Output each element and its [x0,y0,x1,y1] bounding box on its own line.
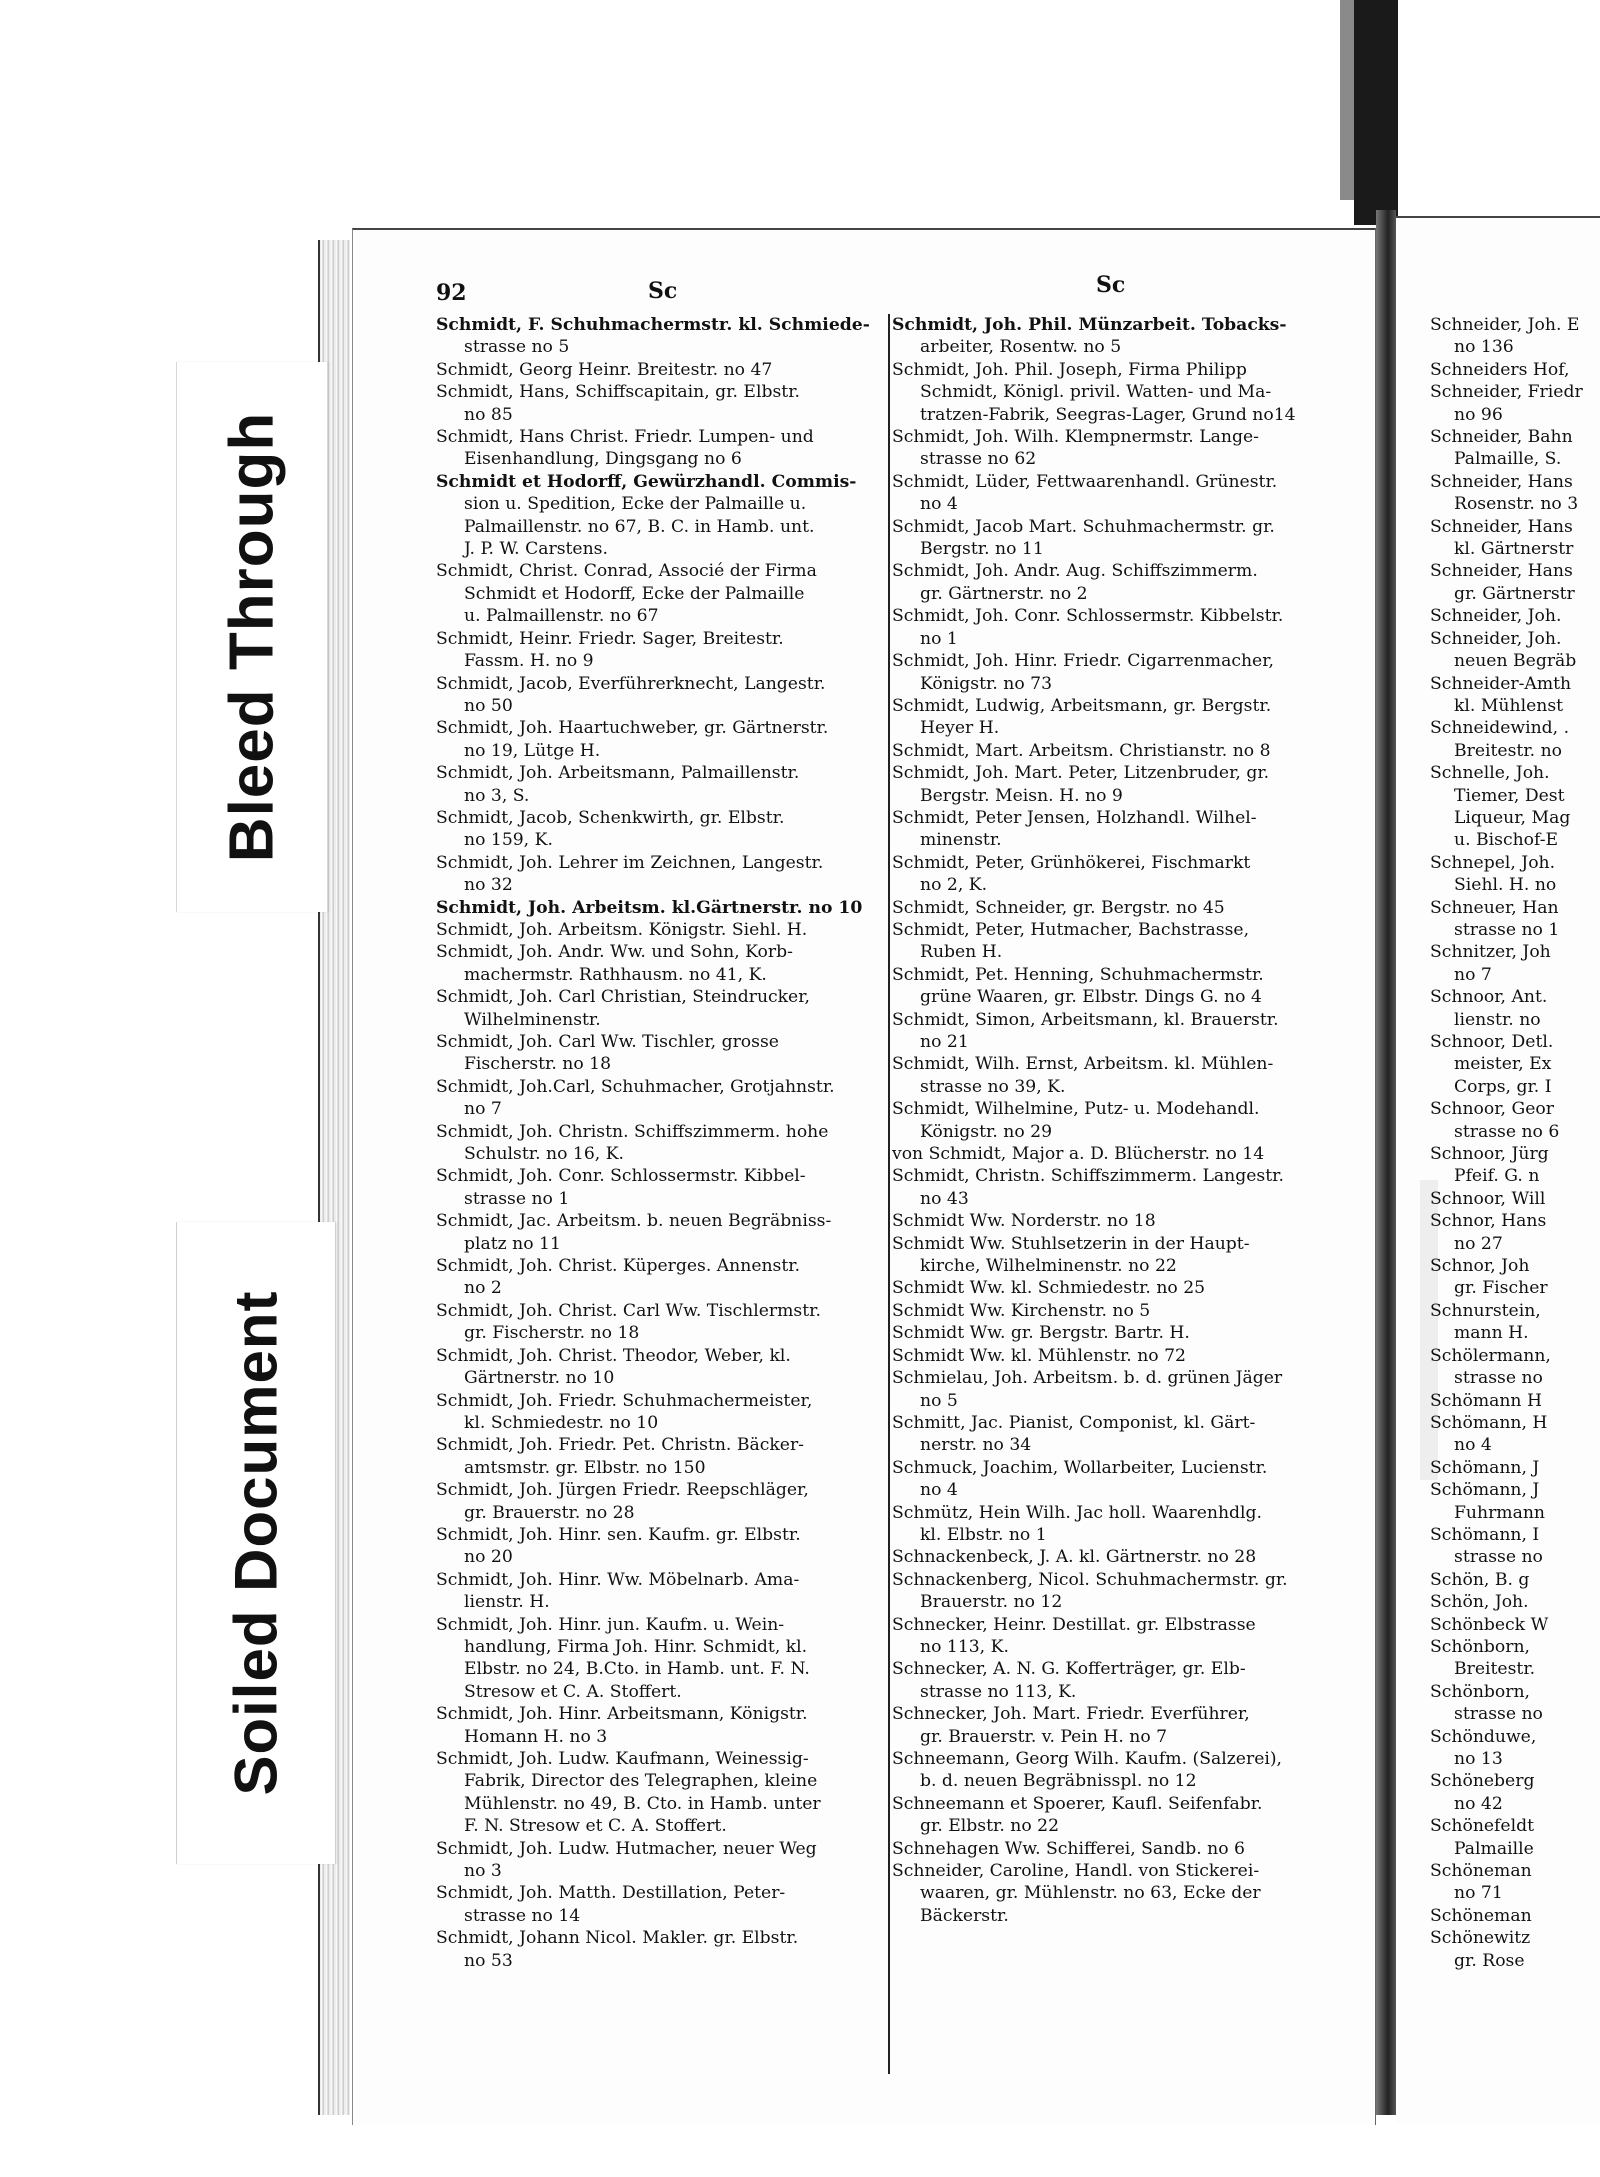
entry-continuation-line: no 136 [1454,337,1514,358]
entry-continuation-line: sion u. Spedition, Ecke der Palmaille u. [464,494,807,515]
directory-entry-line: Schömann, H [1430,1412,1548,1433]
directory-entry-line: Schmidt Ww. kl. Mühlenstr. no 72 [892,1345,1186,1366]
directory-entry-line: Schmidt, Joh. Arbeitsm. kl.Gärtnerstr. no 10 [436,897,863,918]
entry-continuation-line: Schulstr. no 16, K. [464,1144,624,1165]
entry-continuation-line: no 20 [464,1547,513,1568]
entry-continuation-line: no 32 [464,875,513,896]
directory-entry-line: Schmidt, Lüder, Fettwaarenhandl. Grünestr. [892,471,1278,492]
directory-entry-line: Schmidt, Pet. Henning, Schuhmachermstr. [892,964,1264,985]
directory-entry-line: Schönewitz [1430,1928,1531,1949]
directory-entry-line: Schmidt, Joh.Carl, Schuhmacher, Grotjahnstr. [436,1076,835,1097]
directory-entry-line: Schmidt, Joh. Hinr. Ww. Möbelnarb. Ama- [436,1569,800,1590]
directory-entry-line: Schmidt, Joh. Arbeitsmann, Palmaillenstr. [436,763,800,784]
entry-continuation-line: minenstr. [920,830,1002,851]
directory-entry-line: Schnelle, Joh. [1430,763,1550,784]
entry-continuation-line: no 21 [920,1032,969,1052]
directory-entry-line: Schmidt, Joh. Andr. Aug. Schiffszimmerm. [892,561,1258,582]
directory-entry-line: Schmidt, Joh. Phil. Joseph, Firma Philipp [892,359,1247,380]
entry-continuation-line: no 1 [920,628,958,649]
directory-entry-line: Schmidt, Joh. Carl Ww. Tischler, grosse [436,1032,779,1052]
entry-continuation-line: Königstr. no 29 [920,1121,1053,1142]
entry-continuation-line: Bäckerstr. [920,1905,1009,1926]
entry-continuation-line: b. d. neuen Begräbnisspl. no 12 [920,1771,1197,1792]
book-gutter [1376,210,1396,2115]
directory-entry-line: Schmidt, Hans, Schiffscapitain, gr. Elbstr. [436,382,800,403]
directory-entry-line: Schmidt, Wilh. Ernst, Arbeitsm. kl. Mühlen- [892,1054,1274,1075]
entry-continuation-line: Rosenstr. no 3 [1454,494,1579,515]
directory-entry-line: Schnor, Joh [1430,1256,1530,1277]
directory-entry-line: Schnepel, Joh. [1430,852,1556,873]
entry-continuation-line: no 4 [920,1480,958,1501]
entry-continuation-line: Mühlenstr. no 49, B. Cto. in Hamb. unter [464,1793,821,1814]
entry-continuation-line: no 50 [464,695,513,716]
bleed-through-tab [176,362,328,912]
entry-continuation-line: no 85 [464,404,513,425]
directory-entry-line: Schmidt, Schneider, gr. Bergstr. no 45 [892,897,1225,918]
directory-entry-line: Schnecker, Joh. Mart. Friedr. Everführer, [892,1704,1250,1725]
directory-column-facing-page [1430,314,1600,2084]
entry-continuation-line: Palmaille [1454,1838,1534,1859]
scanner-edge-shadow [1340,0,1354,200]
directory-entry-line: Schneider, Caroline, Handl. von Stickerei- [892,1861,1260,1882]
directory-entry-line: Schmidt, Joh. Ludw. Kaufmann, Weinessig- [436,1749,809,1769]
entry-continuation-line: Schmidt, Königl. privil. Watten- und Ma- [920,382,1272,403]
directory-entry-line: Schmidt, Johann Nicol. Makler. gr. Elbstr. [436,1928,799,1949]
directory-entry-line: Schnackenbeck, J. A. kl. Gärtnerstr. no 28 [892,1547,1257,1568]
entry-continuation-line: no 19, Lütge H. [464,740,601,761]
directory-entry-line: Schöneman [1430,1905,1532,1926]
entry-continuation-line: Schmidt et Hodorff, Ecke der Palmaille [464,583,805,604]
entry-continuation-line: no 159, K. [464,830,553,851]
directory-entry-line: Schönduwe, [1430,1726,1537,1747]
entry-continuation-line: strasse no 5 [464,337,570,358]
directory-column-left [436,314,890,2084]
directory-entry-line: Schmuck, Joachim, Wollarbeiter, Lucienstr. [892,1457,1268,1478]
directory-entry-line: Schneuer, Han [1430,897,1559,918]
directory-entry-line: Schnoor, Will [1430,1188,1546,1209]
entry-continuation-line: meister, Ex [1454,1054,1552,1075]
entry-continuation-line: no 3 [464,1861,502,1882]
entry-continuation-line: Pfeif. G. n [1454,1166,1540,1187]
directory-entry-line: Schön, B. g [1430,1569,1530,1590]
directory-entry-line: Schneider, Hans [1430,516,1573,537]
directory-entry-line: Schmidt, Jac. Arbeitsm. b. neuen Begräbniss- [436,1211,832,1232]
directory-entry-line: Schmidt, Joh. Hinr. Friedr. Cigarrenmacher, [892,651,1274,672]
entry-continuation-line: handlung, Firma Joh. Hinr. Schmidt, kl. [464,1636,808,1657]
directory-entry-line: Schmütz, Hein Wilh. Jac holl. Waarenhdlg. [892,1502,1262,1523]
directory-entry-line: Schmidt Ww. kl. Schmiedestr. no 25 [892,1278,1206,1299]
entry-continuation-line: strasse no 1 [1454,919,1560,940]
page-number: 92 [436,280,467,306]
directory-entry-line: Schmidt Ww. gr. Bergstr. Bartr. H. [892,1323,1190,1344]
entry-continuation-line: amtsmstr. gr. Elbstr. no 150 [464,1457,706,1478]
directory-entry-line: Schneiders Hof, [1430,359,1570,380]
directory-entry-line: Schmidt, Joh. Christ. Theodor, Weber, kl. [436,1345,791,1366]
entry-continuation-line: no 27 [1454,1233,1503,1254]
directory-entry-line: Schmidt, Joh. Hinr. jun. Kaufm. u. Wein- [436,1614,785,1635]
directory-entry-line: Schnurstein, [1430,1300,1541,1321]
entry-continuation-line: kl. Elbstr. no 1 [920,1524,1047,1545]
directory-entry-line: Schmidt, Peter Jensen, Holzhandl. Wilhel- [892,807,1257,828]
soiled-document-tab [176,1222,336,1864]
entry-continuation-line: Bergstr. Meisn. H. no 9 [920,785,1123,806]
directory-entry-line: Schnecker, A. N. G. Kofferträger, gr. Elb- [892,1659,1246,1680]
entry-continuation-line: gr. Rose [1454,1950,1525,1971]
entry-continuation-line: Wilhelminenstr. [464,1009,601,1030]
directory-entry-line: Schmidt et Hodorff, Gewürzhandl. Commis- [436,471,857,492]
directory-entry-line: Schnoor, Geor [1430,1099,1554,1120]
entry-continuation-line: Stresow et C. A. Stoffert. [464,1681,682,1702]
directory-entry-line: Schnitzer, Joh [1430,942,1551,963]
entry-continuation-line: neuen Begräb [1454,651,1577,672]
column-divider [888,314,890,2074]
entry-continuation-line: strasse no 113, K. [920,1681,1077,1702]
entry-continuation-line: no 71 [1454,1883,1503,1904]
directory-entry-line: Schönefeldt [1430,1816,1534,1837]
entry-continuation-line: gr. Elbstr. no 22 [920,1816,1060,1837]
column-heading-left: Sc [648,278,678,304]
directory-entry-line: Schnoor, Ant. [1430,987,1548,1008]
entry-continuation-line: F. N. Stresow et C. A. Stoffert. [464,1816,727,1837]
entry-continuation-line: strasse no 14 [464,1905,581,1926]
entry-continuation-line: strasse no [1454,1547,1543,1568]
directory-entry-line: Schöneman [1430,1861,1532,1882]
directory-entry-line: Schnoor, Jürg [1430,1144,1549,1165]
directory-entry-line: Schnecker, Heinr. Destillat. gr. Elbstrasse [892,1614,1256,1635]
entry-continuation-line: Fuhrmann [1454,1502,1545,1523]
directory-entry-line: Schmidt, Mart. Arbeitsm. Christianstr. no 8 [892,740,1271,761]
entry-continuation-line: Homann H. no 3 [464,1726,608,1747]
directory-entry-line: Schnehagen Ww. Schifferei, Sandb. no 6 [892,1838,1245,1859]
directory-entry-line: Schmidt, Joh. Conr. Schlossermstr. Kibbelstr. [892,606,1284,627]
directory-entry-line: Schmidt, Joh. Christ. Küperges. Annenstr. [436,1256,801,1277]
entry-continuation-line: Ruben H. [920,942,1003,963]
entry-continuation-line: Gärtnerstr. no 10 [464,1368,615,1389]
directory-entry-line: Schmidt, Joh. Conr. Schlossermstr. Kibbel- [436,1166,806,1187]
directory-entry-line: Schmidt, Christn. Schiffszimmerm. Langestr. [892,1166,1284,1187]
directory-entry-line: Schmidt, Heinr. Friedr. Sager, Breitestr. [436,628,784,649]
entry-continuation-line: J. P. W. Carstens. [464,539,608,560]
entry-continuation-line: kl. Schmiedestr. no 10 [464,1412,659,1433]
entry-continuation-line: kirche, Wilhelminenstr. no 22 [920,1256,1177,1277]
directory-entry-line: Schönbeck W [1430,1614,1549,1635]
entry-continuation-line: Palmaille, S. [1454,449,1562,470]
entry-continuation-line: no 5 [920,1390,958,1411]
directory-entry-line: Schmidt Ww. Kirchenstr. no 5 [892,1300,1151,1321]
scanner-edge-band [1354,0,1398,225]
directory-entry-line: Schnor, Hans [1430,1211,1547,1232]
entry-continuation-line: no 4 [920,494,958,515]
directory-entry-line: Schön, Joh. [1430,1592,1529,1613]
directory-entry-line: Schmidt, Peter, Hutmacher, Bachstrasse, [892,919,1250,940]
entry-continuation-line: Königstr. no 73 [920,673,1053,694]
directory-entry-line: Schmidt, F. Schuhmachermstr. kl. Schmiede- [436,315,870,335]
directory-entry-line: Schmidt, Jacob, Everführerknecht, Langestr. [436,673,826,694]
directory-entry-line: Schmidt, Joh. Andr. Ww. und Sohn, Korb- [436,942,793,963]
entry-continuation-line: strasse no 62 [920,449,1037,470]
entry-continuation-line: Fabrik, Director des Telegraphen, kleine [464,1771,818,1792]
entry-continuation-line: arbeiter, Rosentw. no 5 [920,337,1122,358]
entry-continuation-line: gr. Brauerstr. no 28 [464,1502,635,1523]
entry-continuation-line: Corps, gr. I [1454,1076,1552,1097]
entry-continuation-line: no 7 [1454,964,1492,985]
entry-continuation-line: no 3, S. [464,785,530,806]
entry-continuation-line: Breitestr. [1454,1659,1536,1680]
directory-entry-line: Schneider, Bahn [1430,427,1573,448]
soiled-document-label: Soiled Document [222,1290,290,1796]
entry-continuation-line: Fassm. H. no 9 [464,651,594,672]
entry-continuation-line: no 2, K. [920,875,988,896]
entry-continuation-line: no 7 [464,1099,502,1120]
directory-entry-line: Schmidt, Joh. Hinr. sen. Kaufm. gr. Elbstr. [436,1524,801,1545]
bleed-through-label: Bleed Through [217,411,287,863]
entry-continuation-line: machermstr. Rathhausm. no 41, K. [464,964,767,985]
directory-entry-line: von Schmidt, Major a. D. Blücherstr. no 14 [892,1144,1265,1165]
entry-continuation-line: strasse no 1 [464,1188,570,1209]
directory-entry-line: Schneider, Joh. E [1430,315,1580,335]
directory-entry-line: Schmidt Ww. Norderstr. no 18 [892,1211,1156,1232]
column-heading-mid: Sc [1096,272,1126,298]
directory-entry-line: Schnoor, Detl. [1430,1032,1554,1052]
directory-entry-line: Schönborn, [1430,1681,1530,1702]
entry-continuation-line: nerstr. no 34 [920,1435,1032,1456]
directory-entry-line: Schölermann, [1430,1345,1551,1366]
entry-continuation-line: no 53 [464,1950,513,1971]
entry-continuation-line: strasse no 39, K. [920,1076,1066,1097]
directory-entry-line: Schneidewind, . [1430,718,1570,739]
directory-entry-line: Schmidt, Joh. Christn. Schiffszimmerm. hohe [436,1121,829,1142]
entry-continuation-line: Heyer H. [920,718,1000,739]
entry-continuation-line: no 43 [920,1188,969,1209]
directory-entry-line: Schmidt, Jacob Mart. Schuhmachermstr. gr. [892,516,1275,537]
directory-entry-line: Schmielau, Joh. Arbeitsm. b. d. grünen Jäger [892,1368,1283,1389]
directory-entry-line: Schneider-Amth [1430,673,1572,694]
directory-entry-line: Schmidt, Joh. Arbeitsm. Königstr. Siehl. H. [436,919,808,940]
entry-continuation-line: gr. Gärtnerstr. no 2 [920,583,1088,604]
directory-entry-line: Schmidt, Joh. Friedr. Pet. Christn. Bäcker- [436,1435,804,1456]
entry-continuation-line: Liqueur, Mag [1454,807,1571,828]
entry-continuation-line: Elbstr. no 24, B.Cto. in Hamb. unt. F. N. [464,1659,810,1680]
directory-entry-line: Schömann, I [1430,1524,1540,1545]
entry-continuation-line: no 42 [1454,1793,1503,1814]
directory-entry-line: Schneider, Hans [1430,561,1573,582]
entry-continuation-line: strasse no [1454,1368,1543,1389]
entry-continuation-line: Breitestr. no [1454,740,1562,761]
entry-continuation-line: kl. Mühlenst [1454,695,1564,716]
directory-entry-line: Schneider, Friedr [1430,382,1583,403]
entry-continuation-line: no 113, K. [920,1636,1009,1657]
entry-continuation-line: Eisenhandlung, Dingsgang no 6 [464,449,742,470]
directory-entry-line: Schmidt, Joh. Ludw. Hutmacher, neuer Weg [436,1838,817,1859]
directory-entry-line: Schneider, Hans [1430,471,1573,492]
directory-entry-line: Schneemann et Spoerer, Kaufl. Seifenfabr. [892,1793,1263,1814]
entry-continuation-line: grüne Waaren, gr. Elbstr. Dings G. no 4 [920,987,1262,1008]
directory-entry-line: Schmitt, Jac. Pianist, Componist, kl. Gärt- [892,1412,1256,1433]
directory-entry-line: Schmidt, Joh. Lehrer im Zeichnen, Langestr. [436,852,824,873]
directory-entry-line: Schmidt, Hans Christ. Friedr. Lumpen- und [436,427,814,448]
entry-continuation-line: gr. Fischerstr. no 18 [464,1323,640,1344]
directory-entry-line: Schmidt Ww. Stuhlsetzerin in der Haupt- [892,1233,1250,1254]
directory-entry-line: Schömann H [1430,1390,1542,1411]
directory-entry-line: Schmidt, Joh. Carl Christian, Steindrucker, [436,987,811,1008]
directory-entry-line: Schmidt, Ludwig, Arbeitsmann, gr. Bergstr. [892,695,1272,716]
entry-continuation-line: strasse no 6 [1454,1121,1560,1142]
entry-continuation-line: gr. Fischer [1454,1278,1548,1299]
entry-continuation-line: kl. Gärtnerstr [1454,539,1574,560]
entry-continuation-line: Siehl. H. no [1454,875,1557,896]
entry-continuation-line: tratzen-Fabrik, Seegras-Lager, Grund no14 [920,404,1296,425]
directory-entry-line: Schmidt, Jacob, Schenkwirth, gr. Elbstr. [436,807,785,828]
directory-entry-line: Schneider, Joh. [1430,628,1562,649]
entry-continuation-line: no 2 [464,1278,502,1299]
directory-entry-line: Schmidt, Joh. Jürgen Friedr. Reepschläger, [436,1480,809,1501]
entry-continuation-line: u. Palmaillenstr. no 67 [464,606,659,627]
entry-continuation-line: no 4 [1454,1435,1492,1456]
directory-entry-line: Schmidt, Christ. Conrad, Associé der Firma [436,561,817,582]
directory-entry-line: Schneider, Joh. [1430,606,1562,627]
directory-entry-line: Schönborn, [1430,1636,1530,1657]
directory-entry-line: Schmidt, Georg Heinr. Breitestr. no 47 [436,359,773,380]
entry-continuation-line: Tiemer, Dest [1454,785,1565,806]
directory-entry-line: Schmidt, Joh. Wilh. Klempnermstr. Lange- [892,427,1259,448]
entry-continuation-line: lienstr. H. [464,1592,550,1613]
entry-continuation-line: gr. Gärtnerstr [1454,583,1575,604]
entry-continuation-line: Palmaillenstr. no 67, B. C. in Hamb. unt. [464,516,815,537]
directory-entry-line: Schömann, J [1430,1480,1540,1501]
entry-continuation-line: lienstr. no [1454,1009,1541,1030]
entry-continuation-line: waaren, gr. Mühlenstr. no 63, Ecke der [920,1883,1261,1904]
entry-continuation-line: Brauerstr. no 12 [920,1592,1063,1613]
entry-continuation-line: gr. Brauerstr. v. Pein H. no 7 [920,1726,1168,1747]
entry-continuation-line: Fischerstr. no 18 [464,1054,612,1075]
directory-entry-line: Schmidt, Joh. Haartuchweber, gr. Gärtnerstr. [436,718,829,739]
directory-entry-line: Schöneberg [1430,1771,1535,1792]
entry-continuation-line: mann H. [1454,1323,1529,1344]
directory-entry-line: Schmidt, Joh. Phil. Münzarbeit. Tobacks- [892,315,1287,335]
entry-continuation-line: strasse no [1454,1704,1543,1725]
directory-entry-line: Schmidt, Joh. Christ. Carl Ww. Tischlermstr. [436,1300,821,1321]
entry-continuation-line: no 96 [1454,404,1503,425]
directory-entry-line: Schneemann, Georg Wilh. Kaufm. (Salzerei), [892,1749,1283,1769]
entry-continuation-line: no 13 [1454,1749,1503,1769]
directory-entry-line: Schmidt, Joh. Hinr. Arbeitsmann, Königstr. [436,1704,808,1725]
directory-entry-line: Schömann, J [1430,1457,1540,1478]
directory-entry-line: Schmidt, Joh. Matth. Destillation, Peter- [436,1883,786,1904]
directory-column-middle [892,314,1358,2084]
entry-continuation-line: Bergstr. no 11 [920,539,1044,560]
entry-continuation-line: u. Bischof-E [1454,830,1559,851]
directory-entry-line: Schmidt, Simon, Arbeitsmann, kl. Brauerstr. [892,1009,1279,1030]
directory-entry-line: Schmidt, Joh. Friedr. Schuhmachermeister, [436,1390,813,1411]
directory-entry-line: Schmidt, Peter, Grünhökerei, Fischmarkt [892,852,1251,873]
directory-entry-line: Schnackenberg, Nicol. Schuhmachermstr. gr. [892,1569,1288,1590]
directory-entry-line: Schmidt, Wilhelmine, Putz- u. Modehandl. [892,1099,1260,1120]
entry-continuation-line: platz no 11 [464,1233,561,1254]
directory-entry-line: Schmidt, Joh. Mart. Peter, Litzenbruder, gr. [892,763,1270,784]
